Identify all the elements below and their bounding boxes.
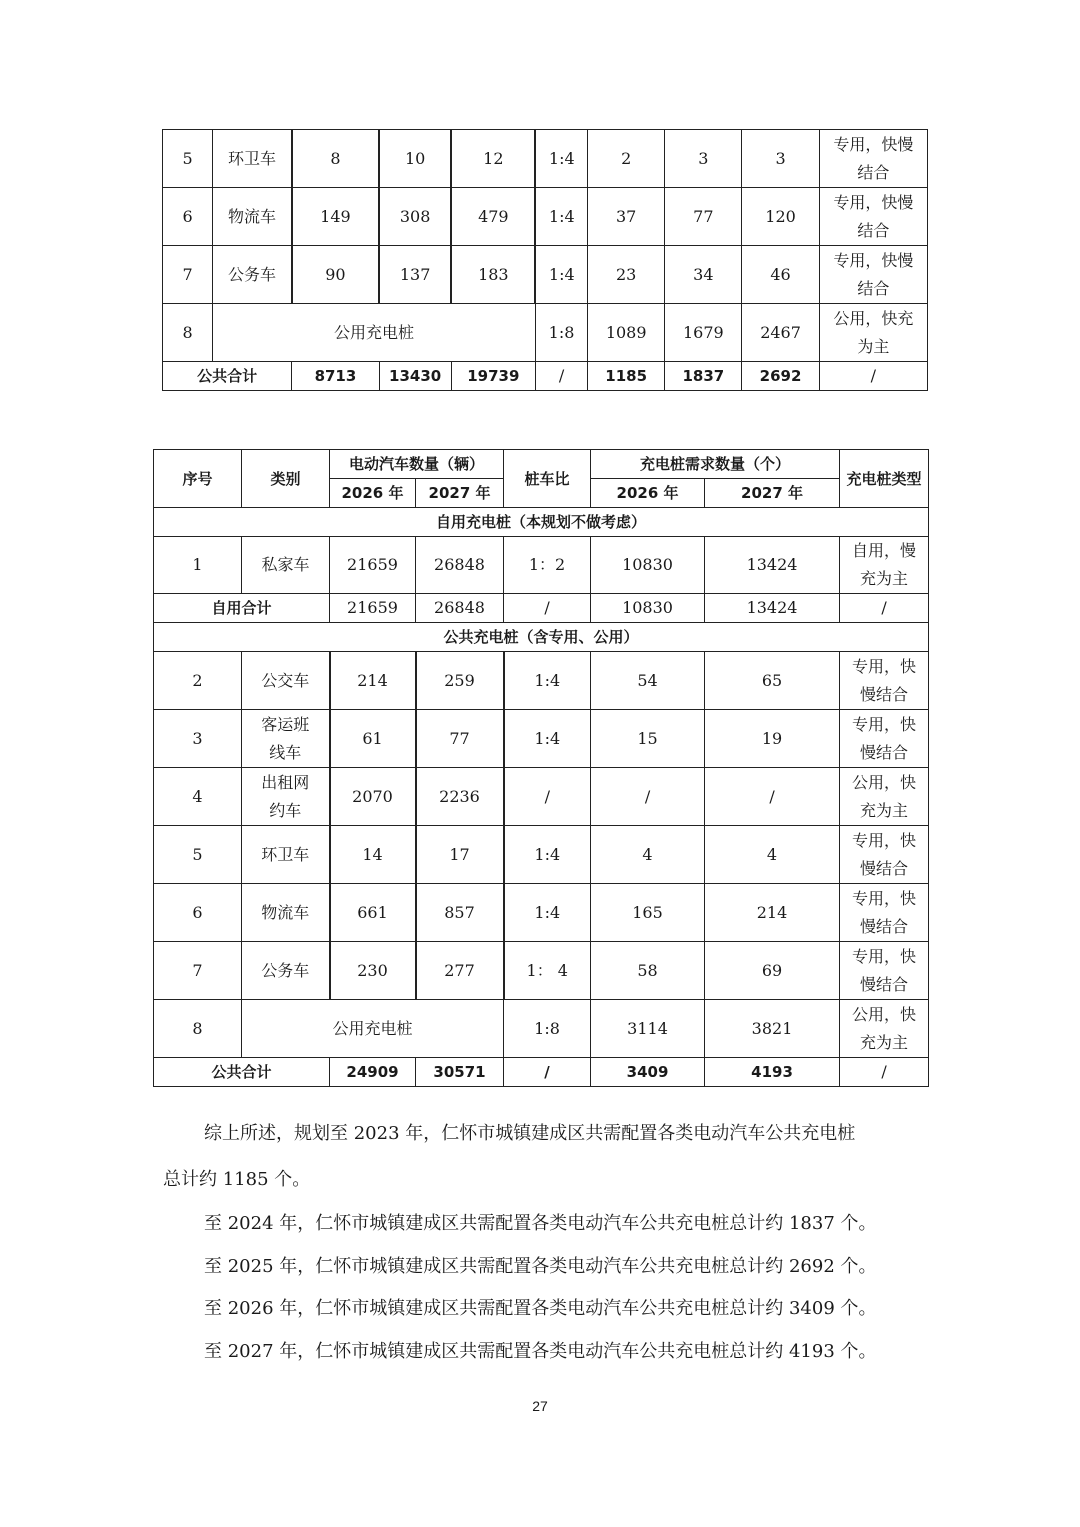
cell-pile-2023: 23	[588, 246, 665, 304]
t2-header-row-1	[154, 450, 929, 479]
cell-pile-2027: 19	[705, 710, 840, 768]
header-pile-2027: 2027 年	[705, 479, 840, 508]
cell-category: 出租网约车	[242, 768, 330, 826]
cell-ratio: 1:4	[504, 884, 591, 942]
cell-ev-2023: 90	[292, 246, 379, 304]
cell-pile-2024: 77	[665, 188, 742, 246]
cell-no: 6	[154, 884, 242, 942]
cell-pile-type: 公用，快充为主	[840, 768, 929, 826]
cell-category: 客运班线车	[242, 710, 330, 768]
cell-no: 8	[163, 304, 213, 362]
total-ratio: /	[535, 362, 587, 391]
cell-pile-2026: 15	[591, 710, 705, 768]
cell-ratio: 1:4	[535, 188, 587, 246]
header-no: 序号	[154, 450, 242, 508]
cell-pile-type: 专用，快慢结合	[819, 130, 927, 188]
cell-ev-2027: 2236	[416, 768, 504, 826]
cell-pile-2026: /	[591, 768, 705, 826]
cell-ev-2026: 61	[330, 710, 416, 768]
cell-pile-type: 专用，快慢结合	[840, 884, 929, 942]
cell-no: 4	[154, 768, 242, 826]
header-pile-demand: 充电桩需求数量（个）	[591, 450, 840, 479]
section-private	[154, 508, 929, 537]
cell-ev-2027: 77	[416, 710, 504, 768]
cell-pile-type: 专用，快慢结合	[840, 942, 929, 1000]
cell-ratio: 1：2	[504, 537, 591, 594]
t1-body	[163, 130, 928, 391]
cell-ev-2024: 137	[379, 246, 451, 304]
cell-pile-2027: /	[705, 768, 840, 826]
header-pile-type: 充电桩类型	[840, 450, 929, 508]
cell-ev-2026: 214	[330, 652, 416, 710]
header-ev-2026: 2026 年	[330, 479, 416, 508]
cell-ev-2024: 10	[379, 130, 451, 188]
cell-pile-type: 自用，慢充为主	[840, 537, 929, 594]
cell-pile-2027: 4	[705, 826, 840, 884]
cell-category: 公务车	[213, 246, 292, 304]
header-pile-2026: 2026 年	[591, 479, 705, 508]
cell-pile-2026: 54	[591, 652, 705, 710]
cell-pile-2025: 3	[742, 130, 819, 188]
cell-ev-2027: 277	[416, 942, 504, 1000]
private-total-ev-2026: 21659	[330, 594, 416, 623]
total-pile-2023: 1185	[588, 362, 665, 391]
cell-category: 公用充电桩	[242, 1000, 504, 1058]
header-ratio: 桩车比	[504, 450, 591, 508]
public-total-row	[154, 1058, 929, 1087]
cell-pile-2023: 2	[588, 130, 665, 188]
summary-2025: 至 2025 年，仁怀市城镇建成区共需配置各类电动汽车公共充电桩总计约 2692 个。	[204, 1256, 877, 1277]
private-total-row	[154, 594, 929, 623]
cell-no: 6	[163, 188, 213, 246]
cell-category: 物流车	[242, 884, 330, 942]
header-ev-2027: 2027 年	[416, 479, 504, 508]
header-ev-count: 电动汽车数量（辆）	[330, 450, 504, 479]
public-total-ratio: /	[504, 1058, 591, 1087]
cell-pile-type: 专用，快慢结合	[840, 652, 929, 710]
cell-ratio: 1:4	[504, 710, 591, 768]
table-row	[154, 884, 929, 942]
cell-ratio: 1:8	[535, 304, 587, 362]
demand-table-2023-2025	[162, 129, 928, 391]
public-total-row	[163, 362, 928, 391]
header-category: 类别	[242, 450, 330, 508]
cell-ratio: 1:4	[504, 652, 591, 710]
cell-no: 2	[154, 652, 242, 710]
cell-ratio: /	[504, 768, 591, 826]
cell-ratio: 1:8	[504, 1000, 591, 1058]
table-row	[154, 942, 929, 1000]
cell-ev-2025: 183	[451, 246, 535, 304]
public-total-type: /	[840, 1058, 929, 1087]
cell-category: 公用充电桩	[213, 304, 536, 362]
cell-pile-type: 专用，快慢结合	[819, 188, 927, 246]
total-label: 公共合计	[163, 362, 292, 391]
cell-pile-2026: 10830	[591, 537, 705, 594]
cell-category: 环卫车	[213, 130, 292, 188]
cell-pile-2027: 65	[705, 652, 840, 710]
cell-pile-2025: 120	[742, 188, 819, 246]
table-row	[154, 710, 929, 768]
cell-pile-2025: 46	[742, 246, 819, 304]
cell-category: 环卫车	[242, 826, 330, 884]
private-total-pile-2027: 13424	[705, 594, 840, 623]
page-number: 27	[532, 1398, 548, 1414]
table-row	[154, 652, 929, 710]
cell-pile-2027: 3821	[705, 1000, 840, 1058]
total-type: /	[819, 362, 927, 391]
cell-pile-type: 专用，快慢结合	[840, 710, 929, 768]
section-public	[154, 623, 929, 652]
cell-no: 8	[154, 1000, 242, 1058]
total-ev-2025: 19739	[451, 362, 535, 391]
private-total-type: /	[840, 594, 929, 623]
table-row	[154, 826, 929, 884]
total-ev-2024: 13430	[379, 362, 451, 391]
summary-2024: 至 2024 年，仁怀市城镇建成区共需配置各类电动汽车公共充电桩总计约 1837 个。	[204, 1213, 877, 1234]
cell-ev-2024: 308	[379, 188, 451, 246]
public-total-pile-2026: 3409	[591, 1058, 705, 1087]
cell-ev-2027: 259	[416, 652, 504, 710]
cell-no: 7	[154, 942, 242, 1000]
table-row	[154, 1000, 929, 1058]
cell-ratio: 1:4	[535, 246, 587, 304]
cell-pile-2026: 4	[591, 826, 705, 884]
cell-ev-2025: 479	[451, 188, 535, 246]
cell-ratio: 1:4	[504, 826, 591, 884]
table-row	[163, 246, 928, 304]
cell-pile-2026: 3114	[591, 1000, 705, 1058]
cell-category: 公务车	[242, 942, 330, 1000]
cell-ev-2026: 14	[330, 826, 416, 884]
cell-ratio: 1： 4	[504, 942, 591, 1000]
summary-paragraph-line-1: 综上所述，规划至 2023 年，仁怀市城镇建成区共需配置各类电动汽车公共充电桩	[204, 1123, 856, 1144]
table-row	[163, 130, 928, 188]
public-total-pile-2027: 4193	[705, 1058, 840, 1087]
section-public-title: 公共充电桩（含专用、公用）	[154, 623, 929, 652]
cell-pile-type: 专用，快慢结合	[819, 246, 927, 304]
private-total-ev-2027: 26848	[416, 594, 504, 623]
cell-pile-2027: 13424	[705, 537, 840, 594]
cell-ratio: 1:4	[535, 130, 587, 188]
cell-category: 物流车	[213, 188, 292, 246]
cell-pile-type: 专用，快慢结合	[840, 826, 929, 884]
cell-ev-2026: 661	[330, 884, 416, 942]
demand-table-2026-2027	[153, 449, 929, 1087]
cell-pile-2023: 37	[588, 188, 665, 246]
cell-pile-2025: 2467	[742, 304, 819, 362]
public-total-label: 公共合计	[154, 1058, 330, 1087]
total-ev-2023: 8713	[292, 362, 379, 391]
cell-pile-type: 公用，快充为主	[819, 304, 927, 362]
cell-pile-2024: 1679	[665, 304, 742, 362]
cell-no: 1	[154, 537, 242, 594]
t2-public-body	[154, 652, 929, 1087]
private-total-ratio: /	[504, 594, 591, 623]
cell-pile-2027: 214	[705, 884, 840, 942]
cell-no: 5	[154, 826, 242, 884]
cell-ev-2026: 230	[330, 942, 416, 1000]
cell-category: 私家车	[242, 537, 330, 594]
summary-paragraph-line-2: 总计约 1185 个。	[163, 1169, 311, 1190]
cell-no: 3	[154, 710, 242, 768]
cell-no: 7	[163, 246, 213, 304]
cell-pile-2024: 3	[665, 130, 742, 188]
cell-no: 5	[163, 130, 213, 188]
cell-pile-2027: 69	[705, 942, 840, 1000]
section-private-title: 自用充电桩（本规划不做考虑）	[154, 508, 929, 537]
cell-ev-2023: 8	[292, 130, 379, 188]
cell-pile-2026: 58	[591, 942, 705, 1000]
cell-ev-2023: 149	[292, 188, 379, 246]
cell-category: 公交车	[242, 652, 330, 710]
total-pile-2025: 2692	[742, 362, 819, 391]
cell-pile-2023: 1089	[588, 304, 665, 362]
table-row	[163, 188, 928, 246]
total-pile-2024: 1837	[665, 362, 742, 391]
public-total-ev-2027: 30571	[416, 1058, 504, 1087]
public-total-ev-2026: 24909	[330, 1058, 416, 1087]
cell-ev-2027: 17	[416, 826, 504, 884]
cell-pile-type: 公用，快充为主	[840, 1000, 929, 1058]
cell-pile-2024: 34	[665, 246, 742, 304]
cell-ev-2025: 12	[451, 130, 535, 188]
cell-pile-2026: 165	[591, 884, 705, 942]
cell-ev-2026: 2070	[330, 768, 416, 826]
private-total-pile-2026: 10830	[591, 594, 705, 623]
cell-ev-2027: 857	[416, 884, 504, 942]
summary-2027: 至 2027 年，仁怀市城镇建成区共需配置各类电动汽车公共充电桩总计约 4193 个。	[204, 1341, 877, 1362]
cell-ev-2027: 26848	[416, 537, 504, 594]
table-row	[163, 304, 928, 362]
cell-ev-2026: 21659	[330, 537, 416, 594]
private-total-label: 自用合计	[154, 594, 330, 623]
table-row	[154, 768, 929, 826]
table-row	[154, 537, 929, 594]
summary-2026: 至 2026 年，仁怀市城镇建成区共需配置各类电动汽车公共充电桩总计约 3409 个。	[204, 1298, 877, 1319]
